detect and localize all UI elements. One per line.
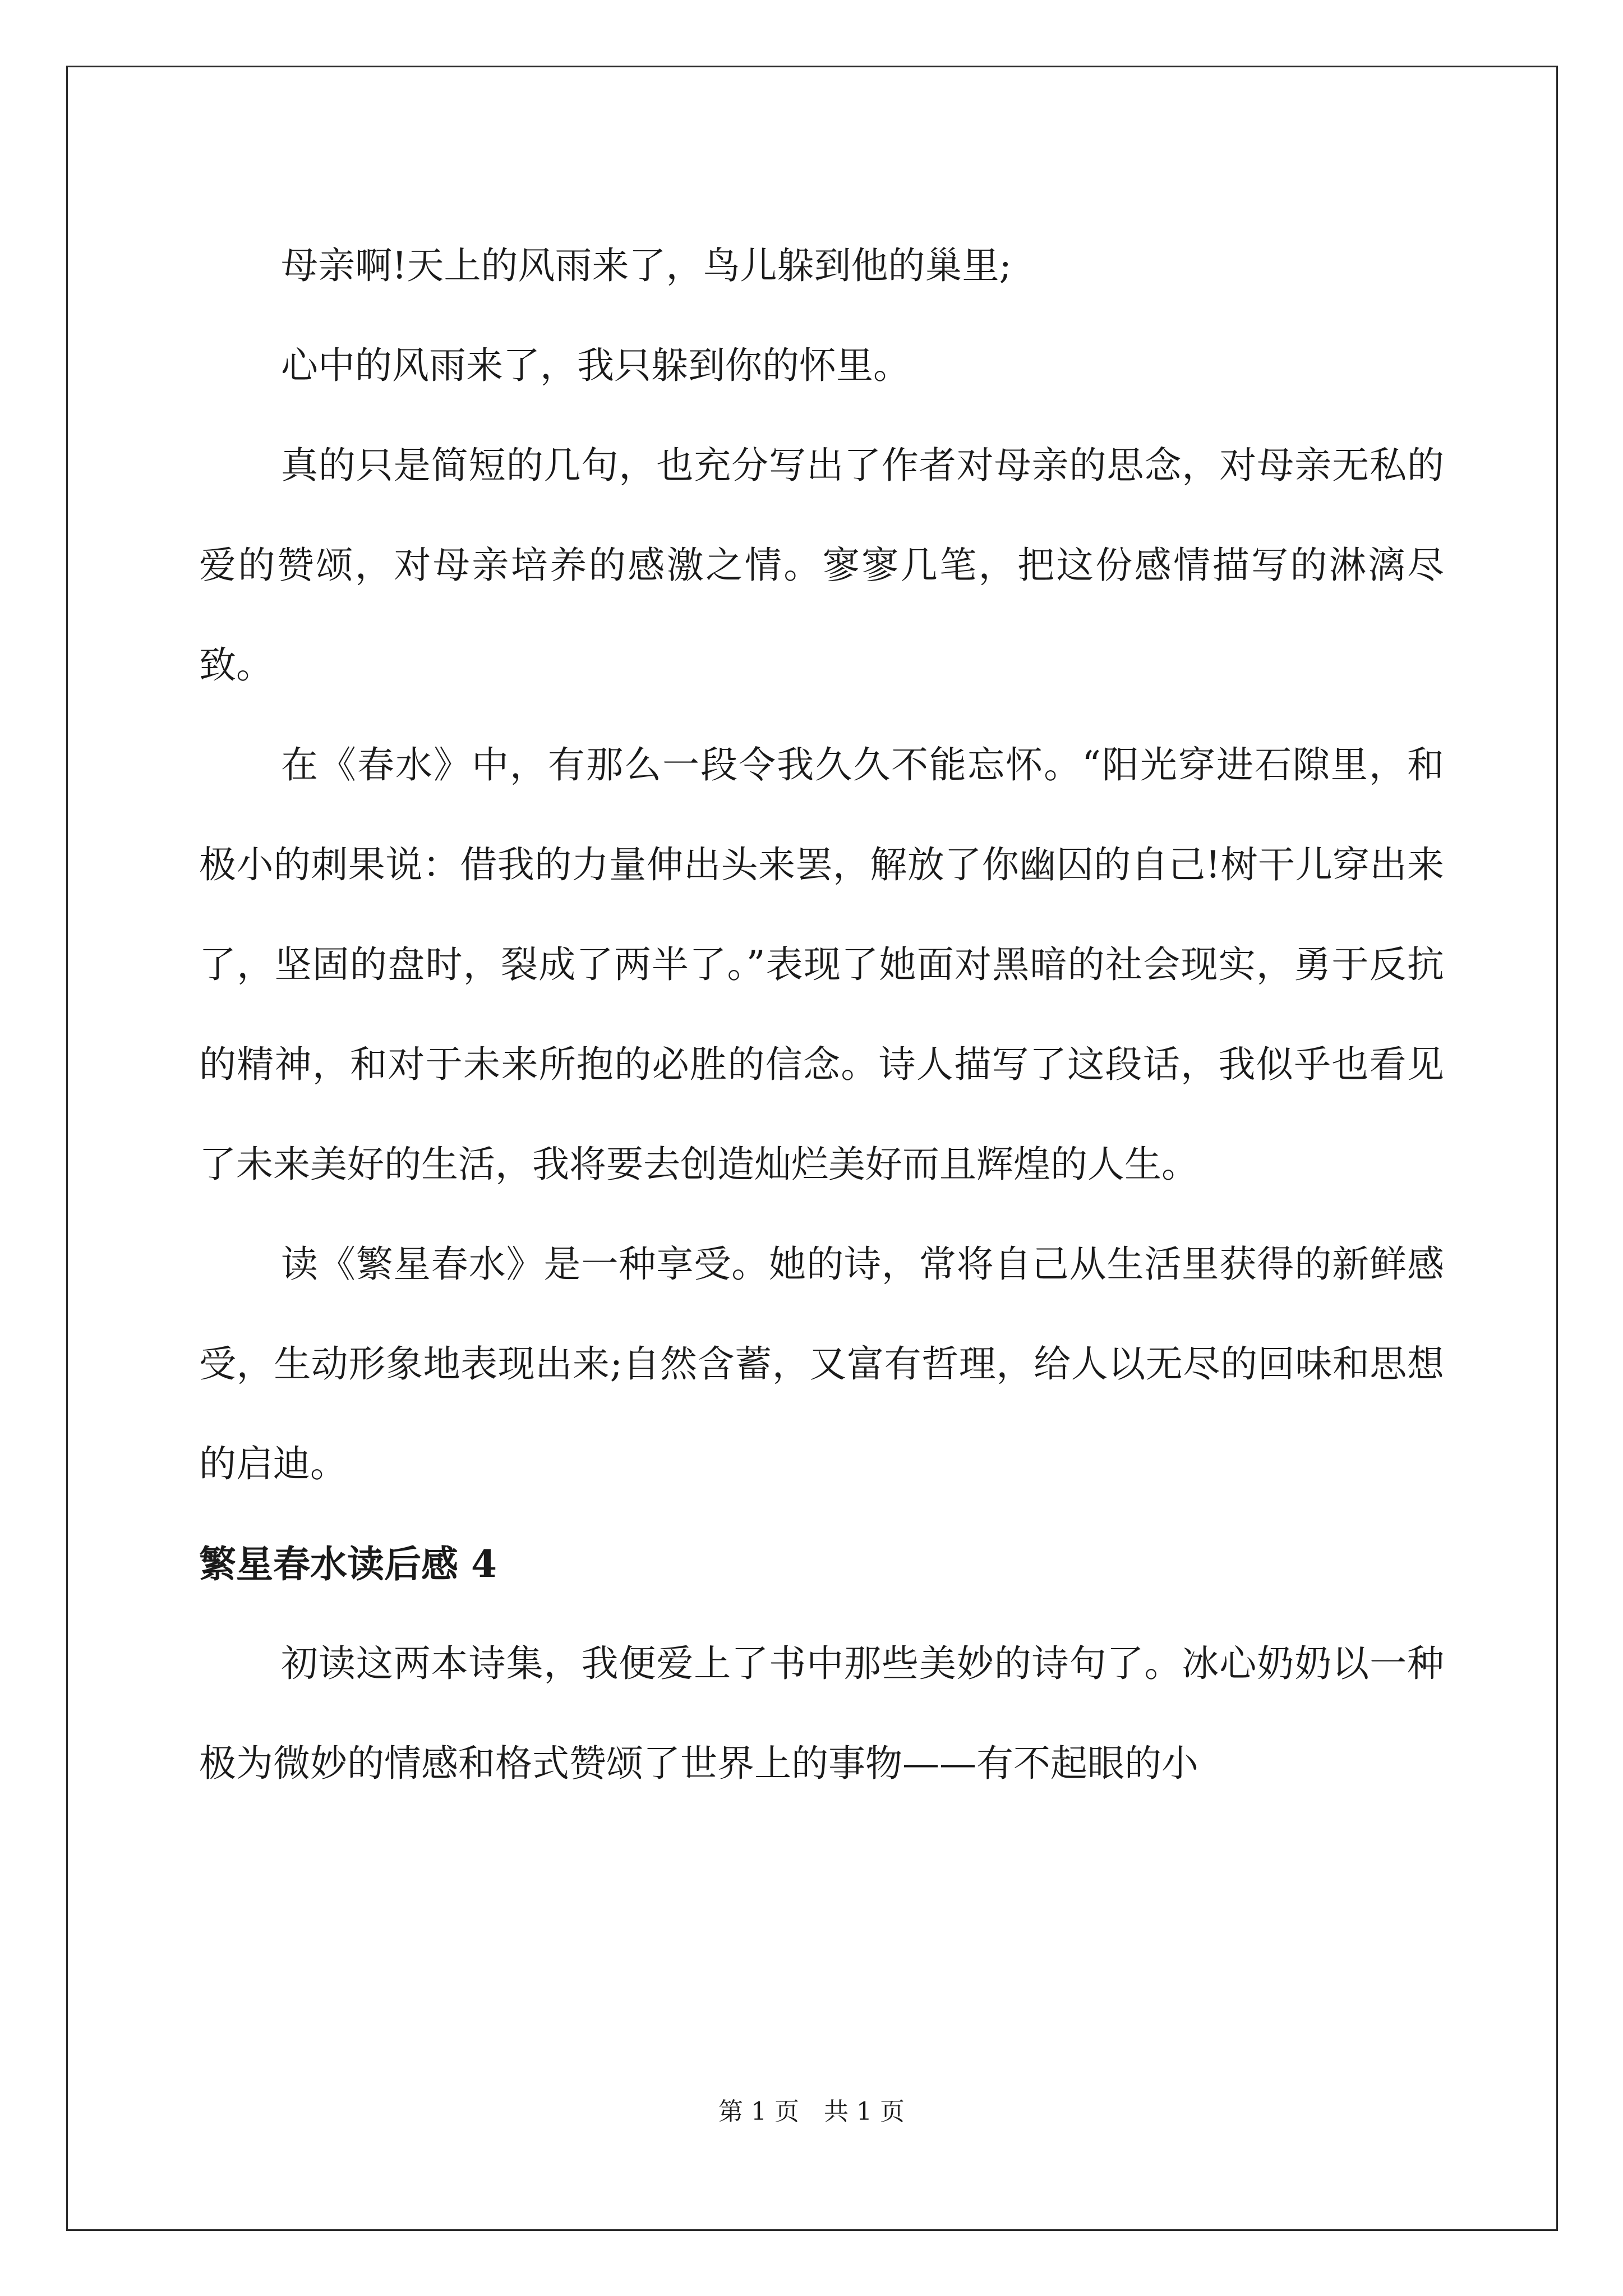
page-footer: 第 1 页 共 1 页	[718, 2097, 905, 2126]
document-body	[199, 216, 1444, 1814]
section-heading: 繁星春水读后感 4	[199, 1542, 497, 1586]
paragraph: 母亲啊!天上的风雨来了，鸟儿躲到他的巢里;	[281, 244, 1012, 287]
paragraph: 读《繁星春水》是一种享受。她的诗，常将自己从生活里获得的新鲜感受，生动形象地表现出来;自然含蓄，又富有哲理，给人以无尽的回味和思想的启迪。	[199, 1243, 1444, 1485]
paragraph: 在《春水》中，有那么一段令我久久不能忘怀。“阳光穿进石隙里，和极小的刺果说：借我的力量伸出头来罢，解放了你幽囚的自己!树干儿穿出来了，坚固的盘时，裂成了两半了。”表现了她面对黑暗的社会现实，勇于反抗的精神，和对于未来所抱的必胜的信念。诗人描写了这段话，我似乎也看见了未来美好的生活，我将要去创造灿烂美好而且辉煌的人生。	[199, 743, 1444, 1186]
paragraph: 心中的风雨来了，我只躲到你的怀里。	[281, 344, 910, 387]
paragraph: 初读这两本诗集，我便爱上了书中那些美妙的诗句了。冰心奶奶以一种极为微妙的情感和格式赞颂了世界上的事物——有不起眼的小	[199, 1642, 1444, 1785]
paragraph: 真的只是简短的几句，也充分写出了作者对母亲的思念，对母亲无私的爱的赞颂，对母亲培养的感激之情。寥寥几笔，把这份感情描写的淋漓尽致。	[199, 444, 1444, 687]
